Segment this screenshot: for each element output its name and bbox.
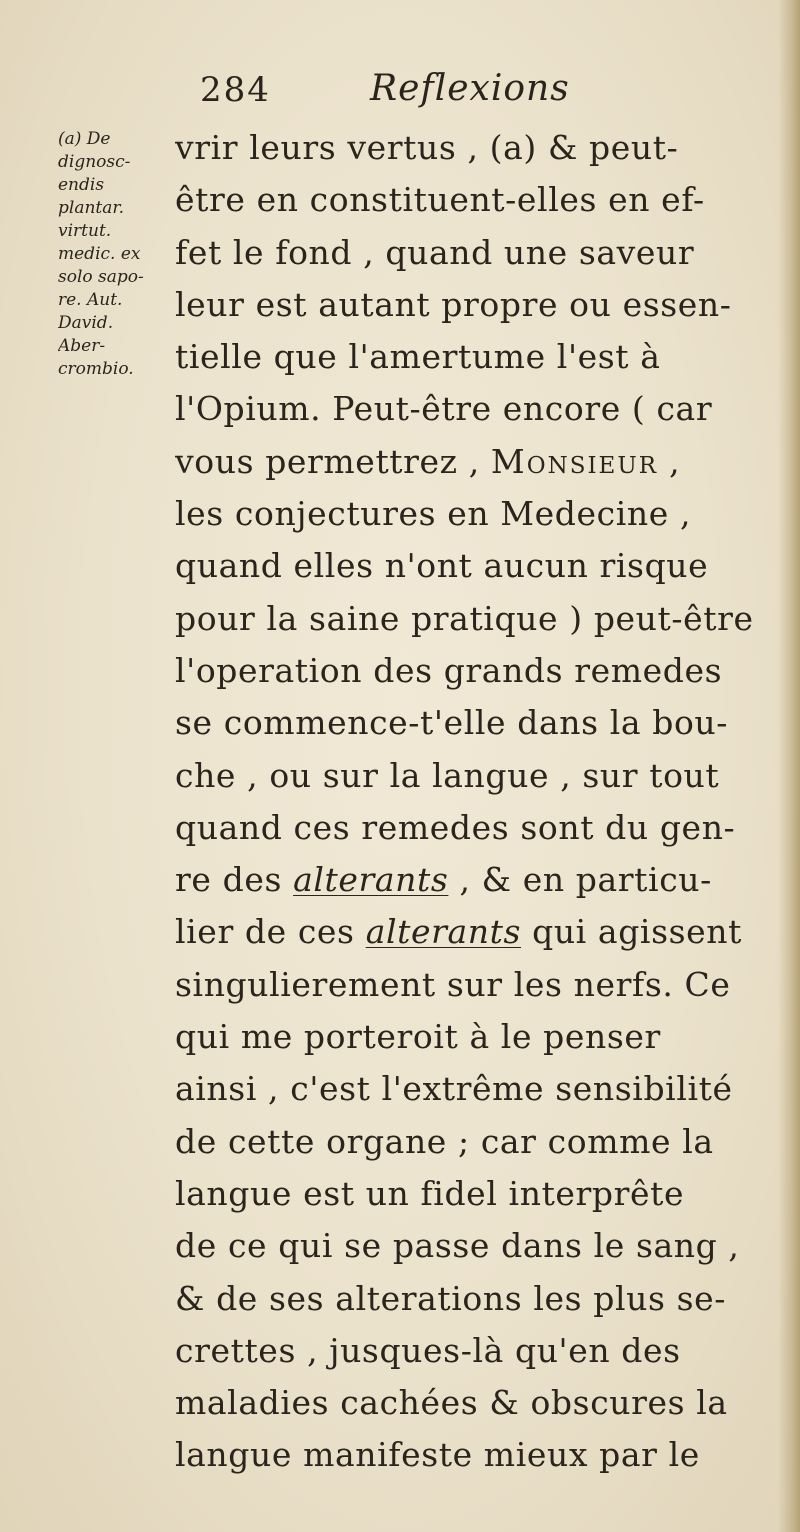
text-line: tielle que l'amertume l'est à [175,337,661,377]
text-segment: lier de ces [175,912,366,952]
addressee-smallcaps: Monsieur [490,441,659,481]
text-line: qui me porteroit à le penser [175,1017,661,1057]
margin-note-line: medic. ex [58,244,141,264]
margin-note-line: Aber- [58,336,106,356]
text-line [175,436,785,488]
italic-term: alterants [293,860,449,900]
text-line: langue manifeste mieux par le [175,1435,700,1475]
text-line: les conjectures en Medecine , [175,494,692,534]
margin-note-line: solo sapo- [58,267,144,287]
margin-note-line: re. Aut. [58,290,123,310]
text-segment: re des [175,860,294,900]
text-line: l'operation des grands remedes [175,650,723,690]
text-line: & de ses alterations les plus se- [175,1278,727,1318]
text-line: crettes , jusques-là qu'en des [175,1330,681,1370]
text-line: l'Opium. Peut-être encore ( car [175,389,713,429]
text-line: de cette organe ; car comme la [175,1121,714,1161]
margin-note-line: David. [58,313,114,333]
text-segment: vous permettrez , [175,441,491,481]
text-line: se commence-t'elle dans la bou- [175,703,729,743]
text-line: quand elles n'ont aucun risque [175,546,709,586]
margin-note-line: endis [58,175,105,195]
margin-note-line: plantar. [58,198,125,218]
text-line: maladies cachées & obscures la [175,1383,728,1423]
text-line [175,906,785,958]
text-segment: qui agissent [521,912,742,952]
text-line: singulierement sur les nerfs. Ce [175,964,731,1004]
text-line: de ce qui se passe dans le sang , [175,1226,740,1266]
text-line: être en constituent-elles en ef- [175,180,705,220]
margin-note-line: crombio. [58,359,134,379]
page-header [0,62,800,122]
text-line: pour la saine pratique ) peut-être [175,598,754,638]
text-line: fet le fond , quand une saveur [175,232,695,272]
running-head: Reflexions [370,68,570,109]
body-text [175,122,785,1482]
page-number: 284 [200,70,271,110]
text-line: leur est autant propre ou essen- [175,284,732,324]
margin-note-line: (a) De [58,129,111,149]
italic-term: alterants [365,912,522,952]
text-line: ainsi , c'est l'extrême sensibilité [175,1069,733,1109]
text-segment: , [658,441,681,481]
text-line: quand ces remedes sont du gen- [175,807,736,847]
margin-note-line: dignosc- [58,152,131,172]
text-line [175,854,785,906]
margin-note [58,128,170,381]
text-line: vrir leurs vertus , (a) & peut- [175,128,679,167]
text-line: langue est un fidel interprête [175,1173,685,1213]
text-line: che , ou sur la langue , sur tout [175,755,720,795]
margin-note-line: virtut. [58,221,112,241]
text-segment: , & en particu- [448,860,712,900]
